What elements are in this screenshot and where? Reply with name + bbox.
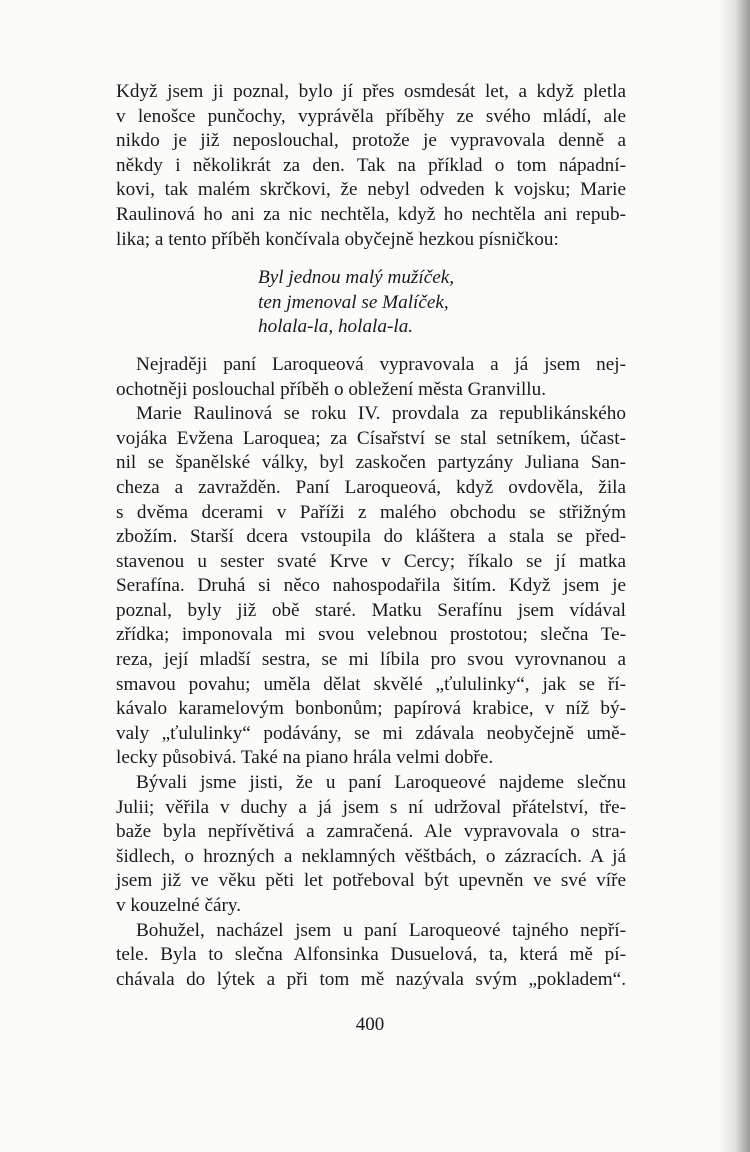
text-line: baže byla nepřívětivá a zamračená. Ale vypravovala o stra- [116, 821, 626, 843]
text-line: nil se španělské války, byl zaskočen partyzány Juliana San- [116, 452, 626, 474]
page-edge-shadow [718, 0, 750, 1152]
text-line: Julii; věřila v duchy a já jsem s ní udržoval přátelství, tře- [116, 796, 626, 818]
text-line: chávala do lýtek a při tom mě nazývala svým „pokladem“. [116, 968, 626, 990]
paragraph-1 [116, 80, 626, 252]
page-number: 400 [355, 1014, 385, 1035]
paragraph-4 [116, 771, 626, 919]
paragraph-3 [116, 402, 626, 771]
text-line: Serafína. Druhá si něco nahospodařila šitím. Když jsem je [116, 575, 626, 597]
text-line: zbožím. Starší dcera vstoupila do kláštera a stala se před- [116, 526, 626, 548]
text-line: nikdo je již neposlouchal, protože je vypravovala denně a [116, 130, 626, 152]
text-line: Nejraději paní Laroqueová vypravovala a já jsem nej- [136, 353, 626, 375]
text-line: Marie Raulinová se roku IV. provdala za republikánského [136, 403, 626, 425]
verse-line: holala-la, holala-la. [258, 316, 414, 338]
verse-song [116, 266, 626, 340]
text-line: lecky působivá. Také na piano hrála velmi dobře. [116, 747, 494, 769]
text-line: lika; a tento příběh končívala obyčejně hezkou písničkou: [116, 228, 559, 250]
text-line: reza, její mladší sestra, se mi líbila pro svou vyrovnanou a [116, 649, 626, 671]
text-line: poznal, byly již obě staré. Matku Serafínu jsem vídával [116, 599, 626, 621]
text-line: Když jsem ji poznal, bylo jí přes osmdesát let, a když pletla [116, 81, 626, 102]
text-line: ochotněji poslouchal příběh o obležení města Granvillu. [116, 378, 547, 400]
text-line: stavenou u sester svaté Krve v Cercy; říkalo se jí matka [116, 550, 626, 572]
text-line: tele. Byla to slečna Alfonsinka Dusuelová, ta, která mě pí- [116, 944, 626, 966]
text-line: v kouzelné čáry. [116, 895, 242, 916]
paragraph-2 [116, 353, 626, 402]
text-line: Bohužel, nacházel jsem u paní Laroqueové tajného nepří- [136, 919, 626, 941]
text-line: Raulinová ho ani za nic nechtěla, když ho nechtěla ani repub- [116, 203, 626, 225]
text-line: někdy i několikrát za den. Tak na příklad o tom nápadní- [116, 154, 626, 176]
text-line: cheza a zavražděn. Paní Laroqueová, když ovdověla, žila [116, 476, 626, 498]
verse-line: ten jmenoval se Malíček, [258, 291, 449, 313]
text-line: kávalo karamelovým bonbonům; papírová krabice, v níž bý- [116, 698, 626, 720]
text-line: smavou povahu; uměla dělat skvělé „ťululinky“, jak se ří- [116, 673, 626, 695]
text-line: s dvěma dcerami v Paříži z malého obchodu se střižným [116, 501, 626, 523]
text-line: jsem již ve věku pěti let potřeboval být upevněn ve své víře [116, 870, 626, 892]
text-line: vojáka Evžena Laroquea; za Císařství se stal setníkem, účast- [116, 427, 626, 449]
text-line: valy „ťululinky“ podávány, se mi zdávala neobyčejně umě- [116, 722, 626, 744]
text-line: šidlech, o hrozných a neklamných věštbách, o zázracích. A já [116, 845, 626, 867]
text-line: zřídka; imponovala mi svou velebnou prostotou; slečna Te- [116, 624, 626, 646]
text-line: Bývali jsme jisti, že u paní Laroqueové najdeme slečnu [136, 772, 626, 794]
page-text [116, 80, 626, 992]
text-line: kovi, tak malém skrčkovi, že nebyl odveden k vojsku; Marie [116, 179, 626, 201]
verse-line: Byl jednou malý mužíček, [258, 267, 455, 289]
paragraph-5 [116, 919, 626, 993]
text-line: v lenošce punčochy, vyprávěla příběhy ze svého mládí, ale [116, 105, 626, 127]
